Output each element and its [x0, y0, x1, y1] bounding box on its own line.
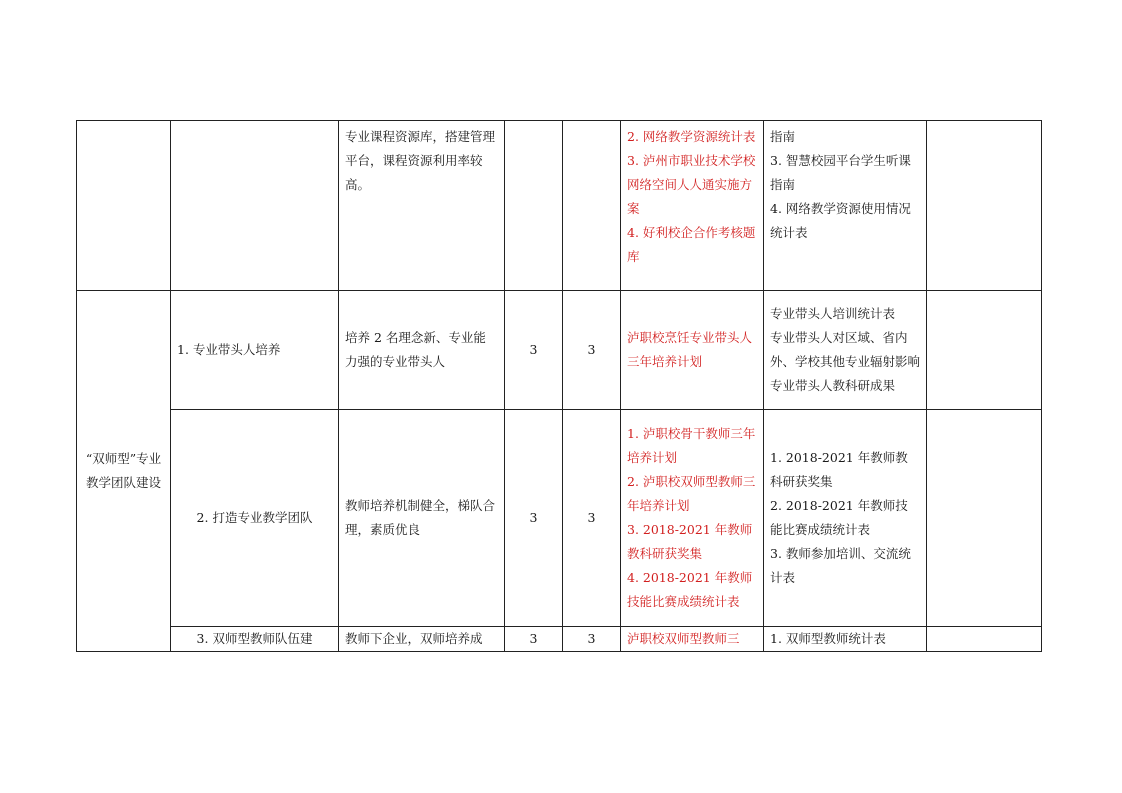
category-cell: [77, 291, 171, 652]
goal-cell: 教师下企业，双师培养成: [339, 627, 505, 652]
evidence-line: 专业带头人对区域、省内外、学校其他专业辐射影响: [770, 330, 921, 369]
table-row: [77, 410, 1042, 627]
evidence-cell: [764, 291, 927, 410]
material-line: 泸职校烹饪专业带头人三年培养计划: [627, 330, 753, 369]
goal-cell: 教师培养机制健全，梯队合理，素质优良: [339, 410, 505, 627]
materials-cell: [621, 121, 764, 291]
material-line: 3. 2018-2021 年教师教科研获奖集: [627, 522, 753, 561]
material-line: 4. 2018-2021 年教师技能比赛成绩统计表: [627, 570, 753, 609]
score-cell: [563, 121, 621, 291]
score-cell: [505, 121, 563, 291]
goal-cell: [339, 121, 505, 291]
item-cell: 3. 双师型教师队伍建: [171, 627, 339, 652]
evidence-line: 3. 智慧校园平台学生听课指南: [770, 153, 911, 192]
category-title: “双师型”专业教学团队建设: [85, 451, 162, 490]
table-row: [77, 627, 1042, 652]
notes-cell: [927, 121, 1042, 291]
notes-cell: [927, 410, 1042, 627]
materials-cell: [621, 627, 764, 652]
evidence-line: 指南: [770, 129, 796, 144]
material-line: 2. 网络教学资源统计表: [627, 129, 756, 144]
goal-cell: 培养 2 名理念新、专业能力强的专业带头人: [339, 291, 505, 410]
notes-cell: [927, 627, 1042, 652]
evidence-line: 2. 2018-2021 年教师技能比赛成绩统计表: [770, 498, 908, 537]
material-line: 泸职校双师型教师三: [627, 631, 740, 646]
evidence-cell: [764, 410, 927, 627]
material-line: 1. 泸职校骨干教师三年培养计划: [627, 426, 756, 465]
evidence-line: 1. 2018-2021 年教师教科研获奖集: [770, 450, 908, 489]
material-line: 2. 泸职校双师型教师三年培养计划: [627, 474, 756, 513]
notes-cell: [927, 291, 1042, 410]
score-cell: 3: [505, 291, 563, 410]
item-cell: 1. 专业带头人培养: [171, 291, 339, 410]
material-line: 4. 好利校企合作考核题库: [627, 225, 756, 264]
table-row: [77, 121, 1042, 291]
score-cell: 3: [563, 291, 621, 410]
table-row: [77, 291, 1042, 410]
score-cell: 3: [505, 410, 563, 627]
evidence-line: 专业带头人教科研成果: [770, 378, 896, 393]
evidence-line: 4. 网络教学资源使用情况统计表: [770, 201, 911, 240]
evidence-line: 1. 双师型教师统计表: [770, 631, 886, 646]
item-cell: [171, 121, 339, 291]
evidence-cell: [764, 121, 927, 291]
evidence-cell: [764, 627, 927, 652]
materials-cell: [621, 410, 764, 627]
category-cell: [77, 121, 171, 291]
goal-text: 专业课程资源库，搭建管理平台，课程资源利用率较高。: [345, 129, 496, 192]
materials-cell: [621, 291, 764, 410]
item-cell: 2. 打造专业教学团队: [171, 410, 339, 627]
evidence-line: 3. 教师参加培训、交流统计表: [770, 546, 911, 585]
score-cell: 3: [563, 627, 621, 652]
evidence-line: 专业带头人培训统计表: [770, 306, 896, 321]
material-line: 3. 泸州市职业技术学校网络空间人人通实施方案: [627, 153, 756, 216]
score-cell: 3: [563, 410, 621, 627]
score-cell: 3: [505, 627, 563, 652]
evaluation-table: [76, 120, 1042, 652]
